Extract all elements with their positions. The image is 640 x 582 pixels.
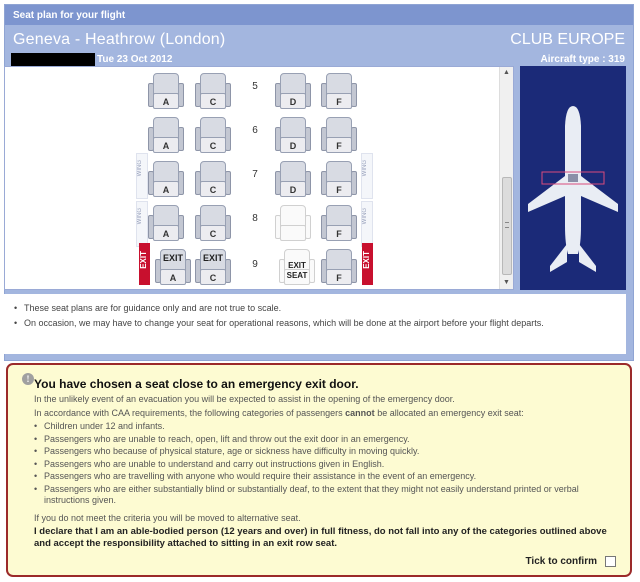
scroll-down-icon[interactable]: ▼ bbox=[503, 279, 510, 286]
exit-seat-9d bbox=[279, 247, 315, 287]
caa-suffix: be allocated an emergency exit seat: bbox=[374, 407, 524, 418]
seat-5f[interactable] bbox=[321, 71, 357, 111]
caa-requirement bbox=[34, 408, 618, 420]
criteria-note: If you do not meet the criteria you will be moved to alternative seat. bbox=[34, 512, 301, 523]
seat-label: F bbox=[336, 97, 342, 107]
category-item: • Children under 12 and infants. bbox=[34, 421, 618, 433]
category-item: • Passengers who are unable to reach, open, lift and throw out the exit door in an emergency. bbox=[34, 434, 618, 446]
flight-route: Geneva - Heathrow (London) bbox=[13, 31, 226, 48]
seat-label: F bbox=[336, 229, 342, 239]
category-item: • Passengers who are either substantially blind or substantially deaf, to the extent that they might not easily understand printed or verbal instructions given. bbox=[34, 484, 618, 507]
seat-7f[interactable] bbox=[321, 159, 357, 199]
exit-seat-text bbox=[279, 261, 315, 281]
wing-label: WING bbox=[137, 160, 143, 177]
caa-prefix: In accordance with CAA requirements, the following categories of passengers bbox=[34, 407, 346, 418]
seat-8f[interactable] bbox=[321, 203, 357, 243]
seat-5a[interactable] bbox=[148, 71, 184, 111]
seat-label: D bbox=[289, 141, 297, 151]
row-number: 8 bbox=[252, 213, 258, 224]
seat-9a[interactable] bbox=[155, 247, 191, 287]
wing-label: WING bbox=[137, 208, 143, 225]
scroll-thumb[interactable] bbox=[502, 177, 512, 275]
seat-7c[interactable] bbox=[195, 159, 231, 199]
seat-8d-unavailable bbox=[275, 203, 311, 243]
flight-date: Tue 23 Oct 2012 bbox=[97, 54, 173, 65]
seat-9c[interactable] bbox=[195, 247, 231, 287]
exit-seat-label: EXIT bbox=[202, 253, 223, 263]
seat-label: A bbox=[162, 141, 170, 151]
note-item: • On occasion, we may have to change your seat for operational reasons, which will be done at the airport before your flight departs. bbox=[14, 317, 616, 329]
wing-label: WING bbox=[362, 160, 368, 177]
cabin-class: CLUB EUROPE bbox=[510, 31, 625, 48]
seat-label: C bbox=[209, 97, 217, 107]
declaration-text: I declare that I am an able-bodied person (12 years and over) in full fitness, do not fall into any of the categories outlined above and accept the responsibility attached to sitting in an exit row seat. bbox=[34, 526, 607, 549]
exit-seat-line1: EXIT bbox=[288, 261, 306, 270]
seat-6a[interactable] bbox=[148, 115, 184, 155]
category-item: • Passengers who are unable to understand and carry out instructions given in English. bbox=[34, 459, 618, 471]
panel-header: Seat plan for your flight bbox=[5, 5, 633, 25]
warning-intro: In the unlikely event of an evacuation you will be expected to assist in the opening of the emergency door. bbox=[34, 394, 455, 404]
exit-marker-right bbox=[362, 243, 373, 285]
wing-marker-right bbox=[361, 201, 373, 247]
seat-label: F bbox=[336, 185, 342, 195]
category-item: • Passengers who are travelling with anyone who would require their assistance in the event of an emergency. bbox=[34, 471, 618, 483]
exit-label: EXIT bbox=[362, 251, 371, 269]
seat-label: A bbox=[162, 97, 170, 107]
confirm-label: Tick to confirm bbox=[525, 556, 597, 567]
seat-8a[interactable] bbox=[148, 203, 184, 243]
exit-label: EXIT bbox=[139, 251, 148, 269]
seat-9f-selected[interactable] bbox=[321, 247, 357, 287]
confirm-checkbox[interactable] bbox=[605, 556, 616, 567]
warning-body bbox=[34, 394, 618, 552]
wing-label: WING bbox=[362, 208, 368, 225]
seat-map bbox=[4, 66, 514, 290]
caa-bold: cannot bbox=[345, 407, 375, 418]
seat-6f[interactable] bbox=[321, 115, 357, 155]
wing-marker-left bbox=[136, 153, 148, 199]
seatmap-scrollbar[interactable] bbox=[499, 67, 513, 289]
exit-seat-line2: SEAT bbox=[286, 271, 308, 280]
seat-5c[interactable] bbox=[195, 71, 231, 111]
row-number: 6 bbox=[252, 125, 258, 136]
seat-6c[interactable] bbox=[195, 115, 231, 155]
scroll-grip-icon bbox=[505, 222, 509, 228]
confirm-row[interactable] bbox=[526, 556, 617, 567]
seat-label: A bbox=[169, 273, 177, 283]
row-number: 5 bbox=[252, 81, 258, 92]
seat-8c[interactable] bbox=[195, 203, 231, 243]
seat-label: C bbox=[209, 185, 217, 195]
seat-label: C bbox=[209, 141, 217, 151]
seat-label: D bbox=[289, 97, 297, 107]
exit-seat-label: EXIT bbox=[162, 253, 183, 263]
seat-label: F bbox=[336, 141, 342, 151]
aircraft-type: Aircraft type : 319 bbox=[540, 54, 625, 65]
scroll-up-icon[interactable]: ▲ bbox=[503, 69, 510, 76]
row-number: 9 bbox=[252, 259, 258, 270]
exit-marker-left bbox=[139, 243, 150, 285]
category-item: • Passengers who because of physical stature, age or sickness have difficulty in moving quickly. bbox=[34, 446, 618, 458]
seat-label: A bbox=[162, 229, 170, 239]
seat-plan-notes bbox=[4, 294, 626, 354]
aircraft-silhouette-icon bbox=[520, 66, 626, 290]
wing-marker-right bbox=[361, 153, 373, 199]
seat-6d[interactable] bbox=[275, 115, 311, 155]
seat-label: C bbox=[209, 273, 217, 283]
info-icon: ! bbox=[22, 373, 34, 385]
row-number: 7 bbox=[252, 169, 258, 180]
wing-marker-left bbox=[136, 201, 148, 247]
seat-label: C bbox=[209, 229, 217, 239]
seat-7d[interactable] bbox=[275, 159, 311, 199]
seat-label: F bbox=[336, 273, 342, 283]
seat-5d[interactable] bbox=[275, 71, 311, 111]
seat-label: A bbox=[162, 185, 170, 195]
seat-7a[interactable] bbox=[148, 159, 184, 199]
warning-title: You have chosen a seat close to an emergency exit door. bbox=[34, 377, 359, 391]
note-item: • These seat plans are for guidance only and are not true to scale. bbox=[14, 302, 616, 314]
aircraft-overview bbox=[520, 66, 626, 290]
exit-seat-warning bbox=[6, 363, 632, 577]
seat-label: D bbox=[289, 185, 297, 195]
